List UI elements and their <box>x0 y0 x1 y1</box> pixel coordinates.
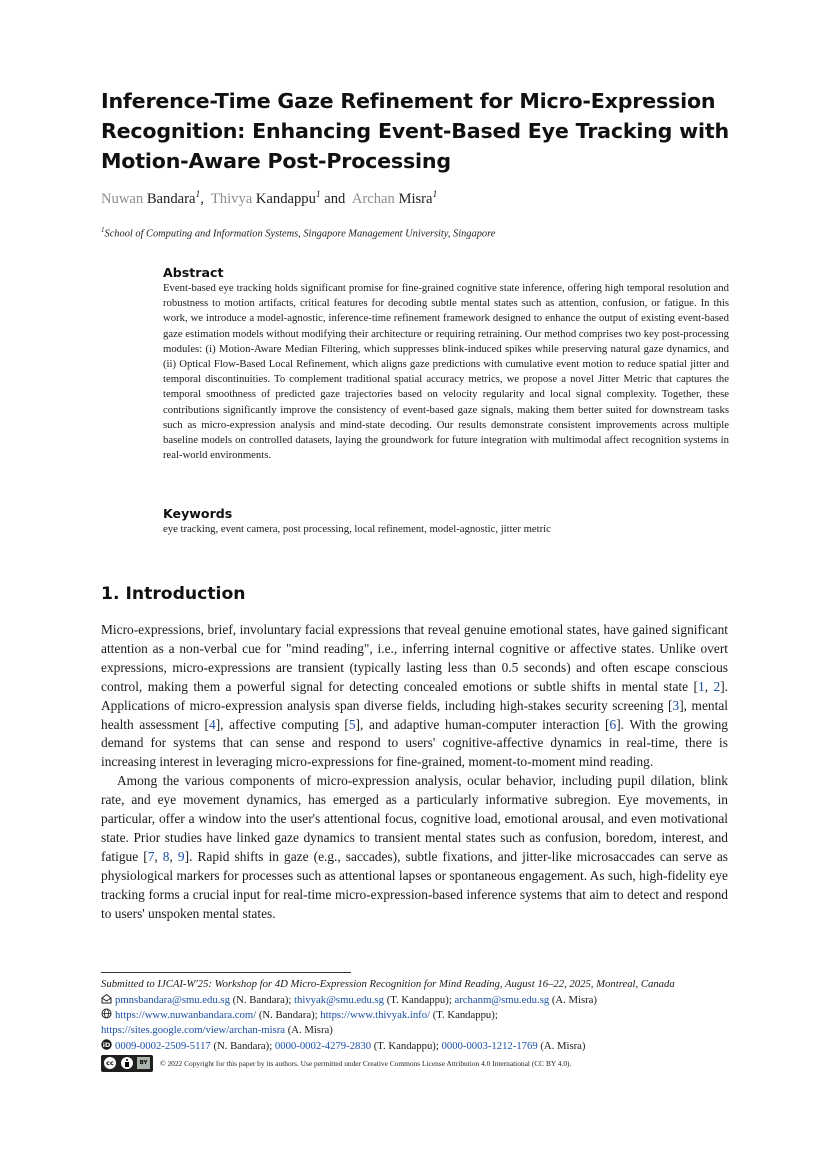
citation-link[interactable]: 1 <box>697 678 705 694</box>
attribution-icon <box>121 1057 133 1069</box>
copyright-notice: © 2022 Copyright for this paper by its authors. Use permitted under Creative Commons License Attribution 4.0 International (CC BY 4.0). <box>160 1059 572 1068</box>
abstract-heading: Abstract <box>163 265 224 280</box>
keywords <box>163 506 729 537</box>
citation-link[interactable]: 6 <box>609 716 617 732</box>
citation-link[interactable]: 7 <box>147 848 155 864</box>
author: Archan Misra$^1$ <box>351 190 438 207</box>
citation-link[interactable]: 4 <box>209 716 216 732</box>
orcid-link[interactable]: 0000-0003-1212-1769 <box>441 1040 538 1052</box>
globe-icon <box>101 1008 112 1019</box>
by-label: BY <box>137 1057 150 1069</box>
svg-text:iD: iD <box>102 1041 111 1049</box>
email-link[interactable]: thivyak@smu.edu.sg <box>294 994 385 1006</box>
keywords-heading: Keywords <box>163 506 233 521</box>
author: Thivya Kandappu$^1$ <box>210 190 321 207</box>
footnote-divider <box>101 972 351 973</box>
footnote-emails: pmnsbandara@smu.edu.sg (N. Bandara); thivyak@smu.edu.sg (T. Kandappu); archanm@smu.edu.sg (A. Misra) <box>101 993 741 1008</box>
paragraph: Among the various components of micro-expression analysis, ocular behavior, including pupil dilation, blink rate, and eye movement dynamics, has emerged as a particularly informative subregion. Eye movements, in particular, offer a window into the user's attentional focus, cognitive load, emotional arousal, and even motivational state. Prior studies have linked gaze dynamics to transient mental states such as confusion, boredom, interest, and fatigue [7, 8, 9]. Rapid shifts in gaze (e.g., saccades), subtle fixations, and jitter-like microsaccades can serve as physiological markers for processes such as attentional lapses or spontaneous engagement. As such, high-fidelity eye tracking forms a crucial input for real-time micro-expression-based inference systems that aim to detect and respond to users' unspoken mental states. <box>101 773 728 921</box>
footnote-venue: Submitted to IJCAI-W'25: Workshop for 4D Micro-Expression Recognition for Mind Reading, August 16–22, 2025, Montreal, Canada <box>101 978 675 990</box>
orcid-link[interactable]: 0000-0002-4279-2830 <box>274 1040 372 1052</box>
abstract-text: Event-based eye tracking holds significant promise for fine-grained cognitive state inference, offering high temporal resolution and robustness to motion artifacts, critical features for decoding subtle mental states such as attention, confusion, or fatigue. In this work, we introduce a model-agnostic, inference-time refinement framework designed to enhance the output of existing event-based gaze estimation models without modifying their architecture or requiring retraining. Our method comprises two key post-processing modules: (i) Motion-Aware Median Filtering, which suppresses blink-induced spikes while preserving natural gaze dynamics, and (ii) Optical Flow-Based Local Refinement, which aligns gaze predictions with cumulative event motion to reduce spatial jitter and temporal discontinuities. To complement traditional spatial accuracy metrics, we propose a novel Jitter Metric that captures the temporal smoothness of predicted gaze trajectories based on velocity regularity and local signal complexity. Together, these contributions significantly improve the consistency of event-based gaze signals, making them better suited for downstream tasks such as micro-expression analysis and mind-state decoding. Our results demonstrate consistent improvements across multiple baseline models on controlled datasets, laying the groundwork for future integration with multimodal affect recognition systems in real-world environments. <box>163 282 729 462</box>
orcid-link[interactable]: 0009-0002-2509-5117 <box>115 1040 211 1052</box>
citation-link[interactable]: 9 <box>177 848 185 864</box>
envelope-icon <box>101 993 112 1004</box>
website-link[interactable]: https://www.nuwanbandara.com/ <box>115 1009 257 1021</box>
email-link[interactable]: pmnsbandara@smu.edu.sg <box>115 994 230 1006</box>
citation-link[interactable]: 5 <box>348 716 356 732</box>
author-list: Nuwan Bandara$^1$, Thivya Kandappu$^1$ and Archan Misra$^1$ <box>101 190 438 207</box>
abstract <box>163 265 729 463</box>
orcid-icon <box>101 1039 112 1050</box>
citation-link[interactable]: 8 <box>162 848 170 864</box>
paper-title: Inference-Time Gaze Refinement for Micro-Expression Recognition: Enhancing Event-Based Eye Tracking with Motion-Aware Post-Processing <box>101 89 729 173</box>
section-heading: 1. Introduction <box>101 584 246 604</box>
citation-link[interactable]: 2 <box>713 678 721 694</box>
footnote-websites: https://www.nuwanbandara.com/ (N. Bandara); https://www.thivyak.info/ (T. Kandappu); <box>101 1008 741 1023</box>
website-link[interactable]: https://www.thivyak.info/ <box>320 1009 431 1021</box>
footnote-orcid: iD 0009-0002-2509-5117 (N. Bandara); 0000-0002-4279-2830 (T. Kandappu); 0000-0003-1212-1769 (A. Misra) <box>102 1040 586 1052</box>
citation-link[interactable]: 3 <box>672 697 680 713</box>
introduction-body <box>101 621 728 924</box>
cc-by-badge <box>101 1055 153 1072</box>
email-link[interactable]: archanm@smu.edu.sg <box>454 994 550 1006</box>
affiliation: $^1$School of Computing and Information Systems, Singapore Management University, Singapore <box>101 226 496 240</box>
author: Nuwan Bandara$^1$ <box>101 190 201 207</box>
website-link[interactable]: https://sites.google.com/view/archan-misra <box>101 1024 286 1036</box>
footnote-websites-cont: https://sites.google.com/view/archan-misra (A. Misra) <box>101 1024 333 1036</box>
paragraph: Micro-expressions, brief, involuntary facial expressions that reveal genuine emotional states, have gained significant attention as a non-verbal cue for "mind reading", i.e., inferring internal cognitive or affective states. Unlike overt expressions, micro-expressions are transient (typically lasting less than 0.5 seconds) and often escape conscious control, making them a powerful signal for detecting concealed emotions or subtle shifts in mental state [1, 2]. Applications of micro-expression analysis span diverse fields, including high-stakes security screening [3], mental health assessment [4], affective computing [5], and adaptive human-computer interaction [6]. With the growing demand for systems that can sense and respond to users' cognitive-affective dynamics in real-time, there is increasing interest in leveraging micro-expressions for fine-grained, moment-to-moment mind reading. <box>101 622 728 770</box>
cc-icon: cc <box>104 1057 116 1069</box>
keywords-text: eye tracking, event camera, post processing, local refinement, model-agnostic, jitter metric <box>163 523 551 535</box>
